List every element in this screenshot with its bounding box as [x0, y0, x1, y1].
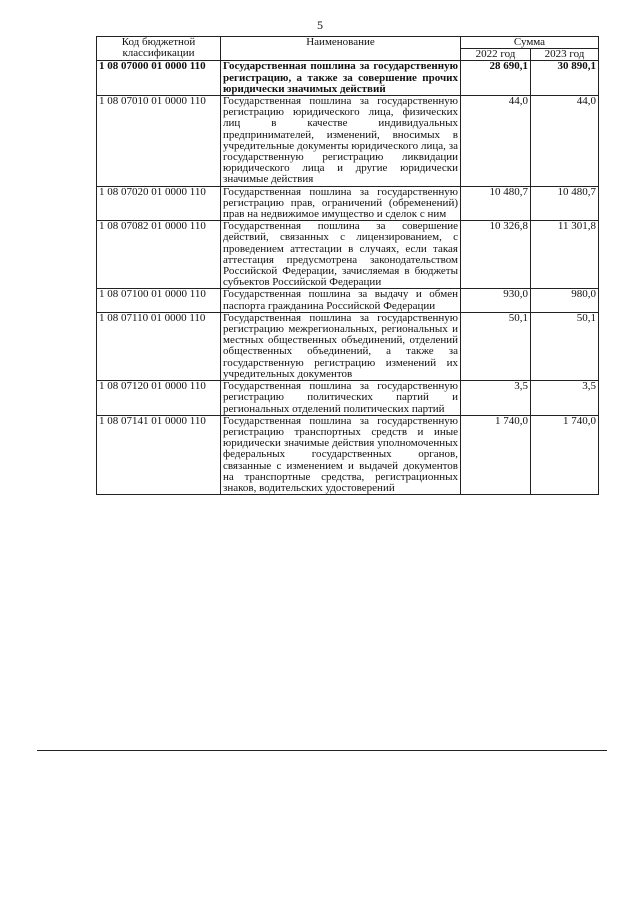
row-value-2023: 11 301,8: [531, 221, 599, 289]
row-value-2022: 1 740,0: [461, 415, 531, 494]
row-value-2023: 3,5: [531, 381, 599, 416]
row-value-2022: 3,5: [461, 381, 531, 416]
header-code: Код бюджетной классификации: [97, 37, 221, 61]
table-row: [97, 96, 599, 187]
table-row: [97, 415, 599, 494]
row-value-2023: 1 740,0: [531, 415, 599, 494]
row-code: 1 08 07082 01 0000 110: [97, 221, 221, 289]
table-row: [97, 221, 599, 289]
row-code: 1 08 07141 01 0000 110: [97, 415, 221, 494]
row-code: 1 08 07000 01 0000 110: [97, 61, 221, 96]
table-row: [97, 186, 599, 221]
row-code: 1 08 07100 01 0000 110: [97, 289, 221, 312]
row-code: 1 08 07110 01 0000 110: [97, 312, 221, 380]
footer-rule: [37, 750, 607, 751]
table-row: [97, 312, 599, 380]
row-name: Государственная пошлина за выдачу и обмен паспорта гражданина Российской Федерации: [221, 289, 461, 312]
row-name: Государственная пошлина за государственную регистрацию юридического лица, физических лиц в качестве индивидуальных предпринимателей, изменений, вносимых в учредительные документы юридического лица, за государственную регистрацию ликвидации юридического лица и другие юридически значимые действия: [221, 96, 461, 187]
row-value-2022: 44,0: [461, 96, 531, 187]
row-name: Государственная пошлина за государственную регистрацию, а также за совершение прочих юридически значимых действий: [221, 61, 461, 96]
header-year-2022: 2022 год: [461, 49, 531, 61]
row-value-2022: 10 326,8: [461, 221, 531, 289]
row-code: 1 08 07020 01 0000 110: [97, 186, 221, 221]
header-sum: Сумма: [461, 37, 599, 49]
row-name: Государственная пошлина за государственную регистрацию межрегиональных, региональных и местных общественных объединений, отделений общественных объединений, а также за государственную регистрацию изменений их учредительных документов: [221, 312, 461, 380]
row-value-2023: 10 480,7: [531, 186, 599, 221]
row-name: Государственная пошлина за совершение действий, связанных с лицензированием, с проведением аттестации в случаях, если такая аттестация предусмотрена законодательством Российской Федерации, зачисляемая в бюджеты субъектов Российской Федерации: [221, 221, 461, 289]
row-code: 1 08 07120 01 0000 110: [97, 381, 221, 416]
row-name: Государственная пошлина за государственную регистрацию транспортных средств и иные юридически значимые действия уполномоченных федеральных государственных органов, связанные с изменением и выдачей документов на транспортные средства, регистрационных знаков, водительских удостоверений: [221, 415, 461, 494]
row-value-2022: 50,1: [461, 312, 531, 380]
row-value-2023: 44,0: [531, 96, 599, 187]
row-value-2022: 10 480,7: [461, 186, 531, 221]
page-number: 5: [317, 18, 323, 32]
row-value-2022: 930,0: [461, 289, 531, 312]
header-name: Наименование: [221, 37, 461, 61]
table-row: [97, 381, 599, 416]
header-year-2023: 2023 год: [531, 49, 599, 61]
table-row: [97, 61, 599, 96]
row-value-2023: 30 890,1: [531, 61, 599, 96]
row-name: Государственная пошлина за государственную регистрацию политических партий и региональных отделений политических партий: [221, 381, 461, 416]
row-code: 1 08 07010 01 0000 110: [97, 96, 221, 187]
row-value-2023: 50,1: [531, 312, 599, 380]
budget-revenue-table: [96, 36, 599, 495]
row-value-2023: 980,0: [531, 289, 599, 312]
table-row: [97, 289, 599, 312]
row-value-2022: 28 690,1: [461, 61, 531, 96]
row-name: Государственная пошлина за государственную регистрацию прав, ограничений (обременений) прав на недвижимое имущество и сделок с ним: [221, 186, 461, 221]
